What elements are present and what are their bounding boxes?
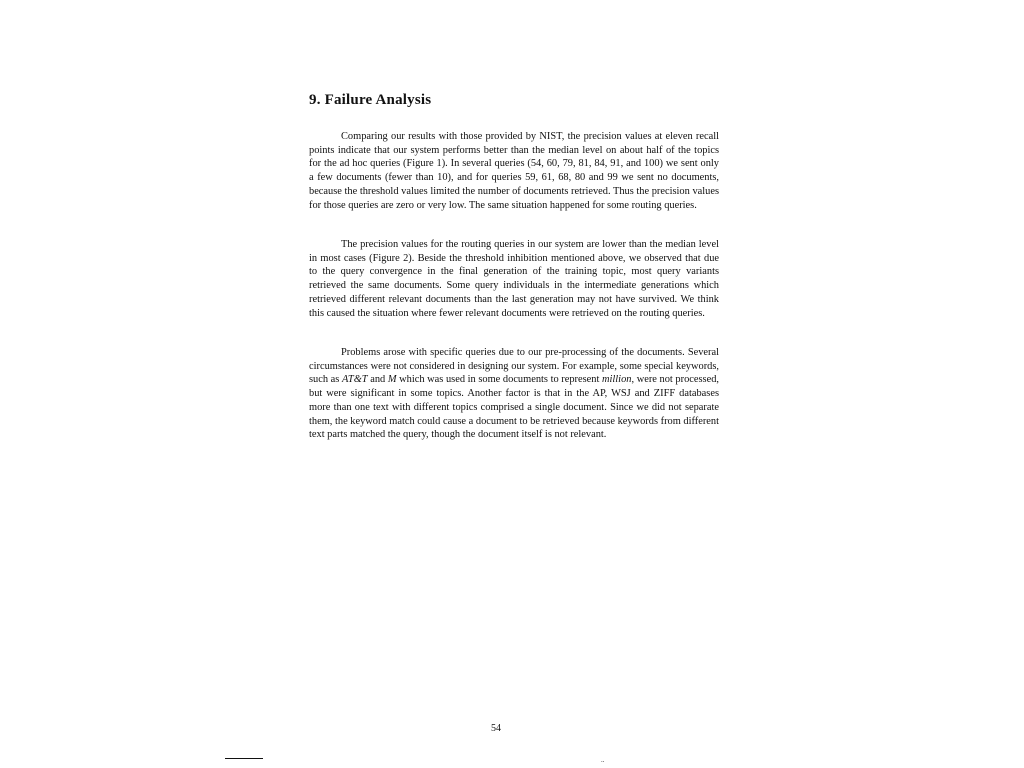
text-run: which was used in some documents to represent — [396, 374, 603, 386]
paragraph-preprocessing-problems — [309, 346, 719, 442]
text-run: and — [367, 374, 388, 386]
paragraph-text: Comparing our results with those provided by NIST, the precision values at eleven recall points indicate that our system performs better than the median level on about half of the topics for the ad hoc queries (Figure 1). In several queries (54, 60, 79, 81, 84, 91, and 100) we sent only a few documents (fewer than 10), and for queries 59, 61, 68, 80 and 99 we sent no documents, because the threshold values limited the number of documents retrieved. Thus the precision values for those queries are zero or very low. The same situation happened for some routing queries. — [309, 131, 719, 211]
text-run: Problems arose with specific queries due to our pre-processing of the documents. Several circumstances were not considered in designing our system. For example, some special keywords, such as — [309, 347, 719, 386]
italic-word-million: million — [602, 374, 632, 386]
paragraph-text: The precision values for the routing queries in our system are lower than the median level in most cases (Figure 2). Beside the threshold inhibition mentioned above, we observed that due to the query convergence in the final generation of the training topic, most query variants retrieved the same documents. Some query individuals in the intermediate generations which retrieved different relevant documents than the last generation may not have survived. We think this caused the situation where fewer relevant documents were retrieved on the routing queries. — [309, 239, 719, 319]
footer-dots: .. — [601, 756, 605, 764]
paragraph-routing-queries — [309, 238, 719, 320]
paragraph-precision-adhoc — [309, 130, 719, 212]
italic-keyword-m: M — [387, 374, 397, 386]
italic-keyword-att: AT&T — [341, 374, 368, 386]
page-number: 54 — [491, 723, 501, 734]
paragraph-text — [309, 346, 719, 442]
footer-rule — [225, 758, 263, 759]
section-heading: 9. Failure Analysis — [309, 92, 432, 108]
text-run: , were not processed, but were significant in some topics. Another factor is that in the AP, WSJ and ZIFF databases more than one text with different topics comprised a single document. Since we did not separate them, the keyword match could cause a document to be retrieved because keywords from different text parts matched the query, though the document itself is not relevant. — [309, 374, 719, 441]
